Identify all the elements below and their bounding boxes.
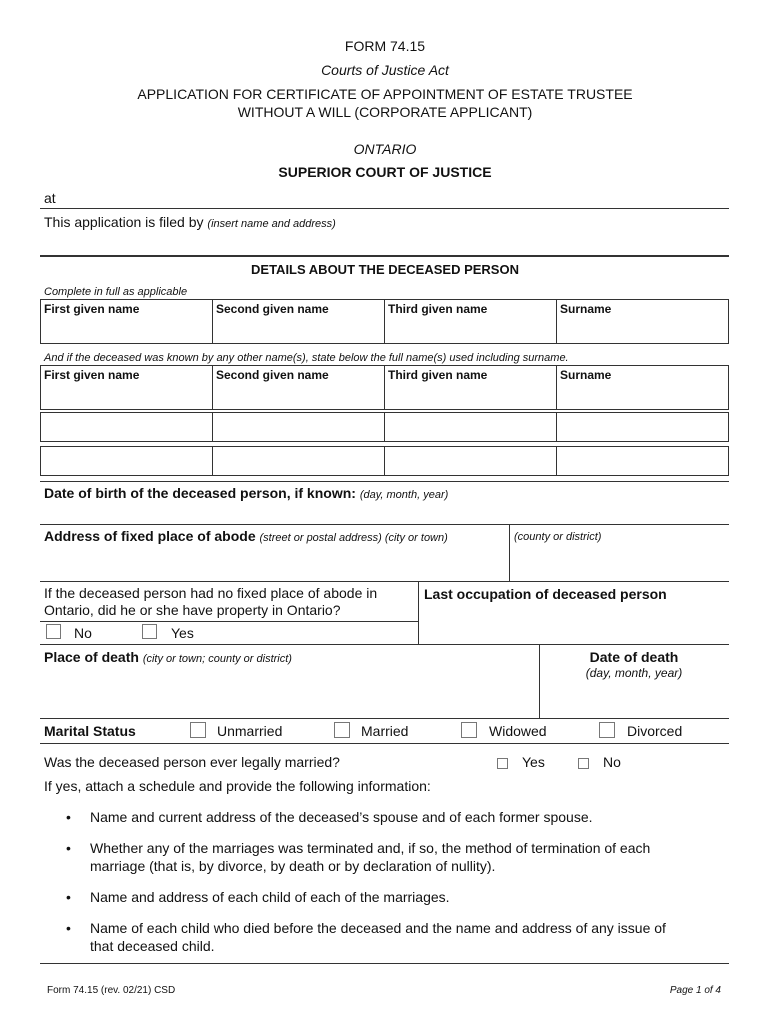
complete-note: Complete in full as applicable [44, 286, 188, 298]
bullet-text-4b: that deceased child. [90, 938, 215, 954]
legally-married-no-checkbox[interactable] [578, 758, 589, 769]
third-given-name-header: Third given name [388, 302, 488, 316]
filed-by-hint: (insert name and address) [207, 218, 336, 230]
other-second-given-name-field[interactable] [212, 365, 385, 410]
legally-married-yes-checkbox[interactable] [497, 758, 508, 769]
filed-by-label [44, 214, 336, 230]
other-surname-header: Surname [560, 368, 612, 382]
third-given-name-field[interactable] [384, 299, 557, 344]
yes-label: Yes [171, 625, 194, 641]
bullet-icon: • [66, 889, 71, 905]
divorced-checkbox[interactable] [599, 722, 615, 738]
at-line [40, 208, 729, 209]
other-name-row3-first[interactable] [40, 446, 213, 476]
other-name-row2-surname[interactable] [556, 412, 729, 442]
other-surname-field[interactable] [556, 365, 729, 410]
section-title: DETAILS ABOUT THE DECEASED PERSON [251, 262, 519, 277]
other-third-given-name-header: Third given name [388, 368, 488, 382]
attach-note: If yes, attach a schedule and provide the following information: [44, 778, 431, 794]
address-hint: (street or postal address) (city or town) [259, 532, 448, 544]
bullet-text-2a: Whether any of the marriages was terminated and, if so, the method of termination of each [90, 840, 651, 856]
form-title-line2: WITHOUT A WILL (CORPORATE APPLICANT) [237, 104, 533, 120]
bullet-icon: • [66, 920, 71, 936]
address-field[interactable] [44, 528, 448, 544]
no-checkbox[interactable] [46, 624, 61, 639]
address-top-line [40, 524, 729, 525]
first-given-name-field[interactable] [40, 299, 213, 344]
abode-divider [418, 581, 419, 645]
other-name-row3-surname[interactable] [556, 446, 729, 476]
court-name: SUPERIOR COURT OF JUSTICE [278, 164, 492, 180]
abode-mid-line [40, 621, 418, 622]
county-field[interactable]: (county or district) [514, 531, 602, 543]
other-first-given-name-field[interactable] [40, 365, 213, 410]
act-name: Courts of Justice Act [321, 62, 449, 78]
bullet-icon: • [66, 840, 71, 856]
footer-page-number: Page 1 of 4 [669, 985, 721, 996]
filed-by-text: This application is filed by [44, 214, 204, 230]
first-given-name-header: First given name [44, 302, 140, 316]
bullet-text-1: Name and current address of the deceased’s spouse and of each former spouse. [90, 809, 593, 825]
no-abode-question-line1: If the deceased person had no fixed place of abode in [44, 585, 378, 601]
surname-header: Surname [560, 302, 612, 316]
death-top-line [40, 644, 729, 645]
bullet-text-2b: marriage (that is, by divorce, by death or by declaration of nullity). [90, 858, 496, 874]
at-label: at [44, 190, 56, 206]
other-name-row2-first[interactable] [40, 412, 213, 442]
date-of-death-label[interactable]: Date of death [589, 649, 679, 665]
no-abode-question [44, 585, 377, 619]
dob-top-line [40, 481, 729, 482]
second-given-name-field[interactable] [212, 299, 385, 344]
other-first-given-name-header: First given name [44, 368, 140, 382]
other-third-given-name-field[interactable] [384, 365, 557, 410]
divorced-label: Divorced [627, 723, 683, 739]
footer-form-rev: Form 74.15 (rev. 02/21) CSD [47, 985, 176, 996]
bullet-text-4a: Name of each child who died before the deceased and the name and address of any issue of [90, 920, 666, 936]
abode-top-line [40, 581, 729, 582]
marital-status-label: Marital Status [44, 723, 136, 739]
marital-bottom-line [40, 743, 729, 744]
date-of-death-hint: (day, month, year) [585, 666, 683, 680]
dob-hint: (day, month, year) [359, 489, 449, 501]
legally-married-no-label: No [603, 754, 621, 770]
marital-top-line [40, 718, 729, 719]
widowed-label: Widowed [489, 723, 547, 739]
yes-checkbox[interactable] [142, 624, 157, 639]
occupation-label[interactable]: Last occupation of deceased person [424, 586, 667, 602]
other-names-note: And if the deceased was known by any other name(s), state below the full name(s) used including surname. [44, 352, 569, 364]
form-number: FORM 74.15 [344, 38, 426, 54]
place-of-death-label: Place of death [44, 649, 139, 665]
place-of-death-field[interactable] [44, 649, 292, 665]
no-label: No [74, 625, 92, 641]
other-name-row2-second[interactable] [212, 412, 385, 442]
married-question: Was the deceased person ever legally married? [44, 754, 340, 770]
second-given-name-header: Second given name [216, 302, 329, 316]
address-divider [509, 524, 510, 582]
other-name-row3-second[interactable] [212, 446, 385, 476]
address-label: Address of fixed place of abode [44, 528, 256, 544]
footer-line [40, 963, 729, 964]
place-of-death-hint: (city or town; county or district) [142, 653, 292, 665]
dob-field[interactable] [44, 485, 448, 501]
province: ONTARIO [353, 141, 417, 157]
form-title-line1: APPLICATION FOR CERTIFICATE OF APPOINTMENT OF ESTATE TRUSTEE [137, 86, 633, 102]
married-checkbox[interactable] [334, 722, 350, 738]
other-name-row2-third[interactable] [384, 412, 557, 442]
bullet-icon: • [66, 809, 71, 825]
other-name-row3-third[interactable] [384, 446, 557, 476]
widowed-checkbox[interactable] [461, 722, 477, 738]
unmarried-label: Unmarried [217, 723, 283, 739]
married-label: Married [361, 723, 409, 739]
surname-field[interactable] [556, 299, 729, 344]
filed-by-line [40, 255, 729, 257]
dob-label: Date of birth of the deceased person, if known: [44, 485, 356, 501]
unmarried-checkbox[interactable] [190, 722, 206, 738]
other-second-given-name-header: Second given name [216, 368, 329, 382]
no-abode-question-line2: Ontario, did he or she have property in Ontario? [44, 602, 341, 618]
bullet-text-3: Name and address of each child of each of the marriages. [90, 889, 450, 905]
legally-married-yes-label: Yes [522, 754, 545, 770]
